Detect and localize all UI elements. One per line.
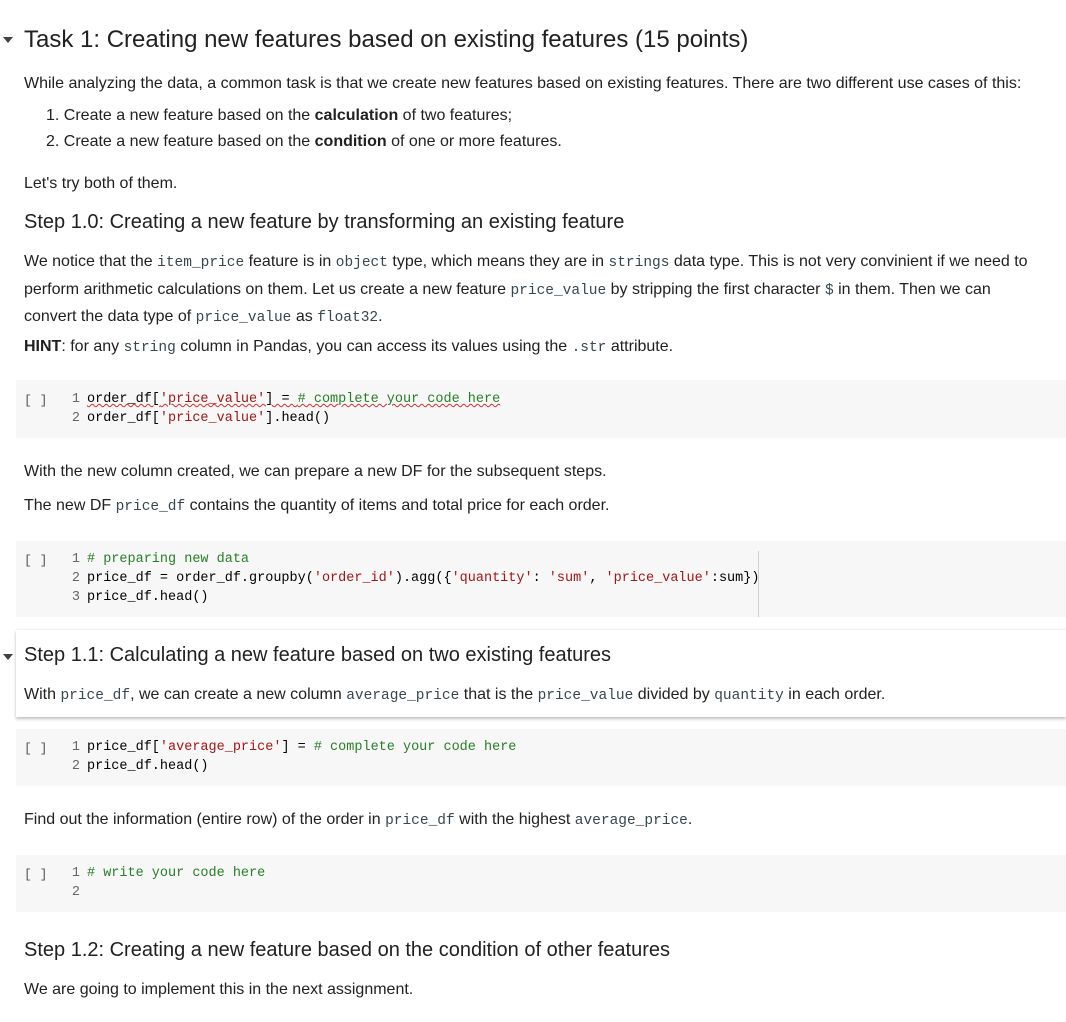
line-number: 2 [71,885,80,900]
run-cell-button[interactable]: [ ] [24,553,48,568]
run-cell-button[interactable]: [ ] [24,741,48,756]
step-1-1-paragraph: With price_df, we can create a new column average_price that is the price_value divided by quantity in each order. [24,686,886,704]
line-number: 1 [71,866,80,881]
code-line[interactable]: order_df['price_value'] = # complete your code here [87,392,501,407]
list-item: 2. Create a new feature based on the condition of one or more features. [46,133,562,150]
code-line[interactable]: # write your code here [87,866,266,881]
code-cell[interactable] [16,380,1066,438]
code-cell[interactable] [16,855,1066,912]
line-number: 1 [71,740,80,755]
try-both-text: Let's try both of them. [24,175,178,192]
collapse-caret-icon[interactable] [3,654,13,660]
task-intro: While analyzing the data, a common task is that we create new features based on existing features. There are two different use cases of this: [24,75,1022,92]
code-cell[interactable] [16,729,1066,786]
code-line[interactable]: price_df['average_price'] = # complete your code here [87,740,517,755]
step-1-0-heading: Step 1.0: Creating a new feature by transforming an existing feature [24,211,625,233]
code-line[interactable]: order_df['price_value'].head() [87,411,331,426]
collapse-caret-icon[interactable] [3,37,13,43]
find-text: Find out the information (entire row) of the order in price_df with the highest average_price. [24,811,693,829]
line-number: 3 [71,590,80,605]
code-line[interactable]: # preparing new data [87,552,250,567]
hint-text: HINT: for any string column in Pandas, you can access its values using the .str attribute. [24,338,674,356]
line-number: 1 [71,392,80,407]
line-number: 1 [71,552,80,567]
run-cell-button[interactable]: [ ] [24,867,48,882]
line-number: 2 [71,571,80,586]
code-line[interactable]: price_df.head() [87,590,209,605]
step-1-1-heading: Step 1.1: Calculating a new feature based on two existing features [24,644,612,666]
new-column-text: With the new column created, we can prepare a new DF for the subsequent steps. [24,463,607,480]
code-line[interactable]: price_df.head() [87,759,209,774]
run-cell-button[interactable]: [ ] [24,393,48,408]
step-1-2-heading: Step 1.2: Creating a new feature based on the condition of other features [24,939,670,961]
line-number: 2 [71,759,80,774]
step-1-2-paragraph: We are going to implement this in the next assignment. [24,981,414,998]
price-df-text: The new DF price_df contains the quantity of items and total price for each order. [24,497,610,515]
line-number: 2 [71,411,80,426]
list-item: 1. Create a new feature based on the calculation of two features; [46,107,513,124]
code-line[interactable]: price_df = order_df.groupby('order_id').agg({'quantity': 'sum', 'price_value':sum}) [87,571,760,586]
step-1-0-paragraph: We notice that the item_price feature is in object type, which means they are in strings data type. This is not very convinient if we need to perform arithmetic calculations on them. Let us create a new feature price_value by stripping the first character $ in them. Then we can convert the data type of price_value as float32. [24,253,1028,326]
task-heading: Task 1: Creating new features based on existing features (15 points) [24,26,749,53]
